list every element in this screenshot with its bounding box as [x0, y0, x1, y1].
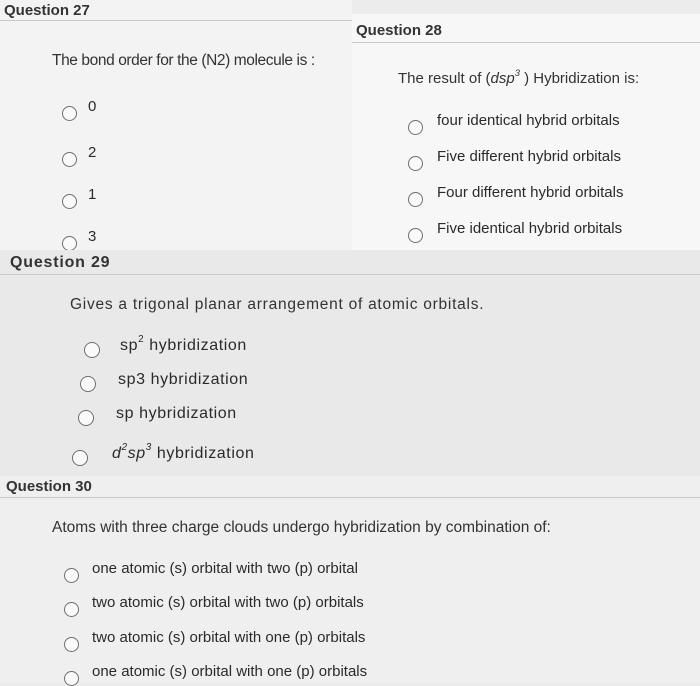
q28-option-five-identical-label: Five identical hybrid orbitals	[437, 220, 623, 237]
q29-option-sp2-radio[interactable]	[84, 342, 100, 358]
q29-option-sp2-label	[120, 334, 247, 355]
q27-option-0-radio[interactable]	[62, 106, 77, 121]
question-29-prompt: Gives a trigonal planar arrangement of atomic orbitals.	[70, 296, 485, 313]
q29-opt4-sup2: 3	[145, 442, 152, 454]
q29-option-sp-radio[interactable]	[78, 410, 94, 426]
q29-opt4-sup1: 2	[121, 442, 128, 454]
q27-option-0[interactable]	[62, 92, 96, 121]
q30-option-1s-1p[interactable]	[64, 657, 367, 686]
question-28-title: Question 28	[356, 22, 442, 39]
q27-option-2-radio[interactable]	[62, 152, 77, 167]
q30-option-2s-2p-radio[interactable]	[64, 602, 79, 617]
q30-option-1s-2p-radio[interactable]	[64, 568, 79, 583]
q30-option-1s-1p-label: one atomic (s) orbital with one (p) orbitals	[92, 663, 368, 680]
question-27-divider	[0, 20, 352, 21]
q27-option-2[interactable]	[62, 138, 96, 167]
question-28-divider	[352, 42, 700, 43]
q28-option-four-identical-label: four identical hybrid orbitals	[437, 112, 620, 129]
q27-option-3[interactable]	[62, 222, 96, 251]
q29-option-sp3[interactable]	[80, 368, 248, 392]
q27-option-1[interactable]	[62, 180, 96, 209]
q30-option-1s-1p-radio[interactable]	[64, 671, 79, 686]
q29-opt4-rest: hybridization	[151, 445, 255, 462]
question-28-panel	[352, 14, 700, 256]
question-29-divider	[0, 274, 700, 275]
q30-option-2s-1p[interactable]	[64, 623, 365, 652]
q28-option-four-identical-radio[interactable]	[408, 120, 423, 135]
q29-option-d2sp3-radio[interactable]	[72, 450, 88, 466]
q28-prompt-pre: The result of (	[398, 70, 491, 87]
q27-option-3-label: 3	[88, 228, 97, 245]
q30-option-2s-1p-label: two atomic (s) orbital with one (p) orbitals	[92, 629, 366, 646]
q27-option-1-radio[interactable]	[62, 194, 77, 209]
q30-option-2s-1p-radio[interactable]	[64, 637, 79, 652]
q28-option-five-different-label: Five different hybrid orbitals	[437, 148, 621, 165]
question-30-divider	[0, 497, 700, 498]
q28-option-four-different-radio[interactable]	[408, 192, 423, 207]
q28-option-five-identical-radio[interactable]	[408, 228, 423, 243]
q30-option-2s-2p-label: two atomic (s) orbital with two (p) orbitals	[92, 594, 364, 611]
q27-option-0-label: 0	[88, 98, 97, 115]
question-27-panel	[0, 0, 352, 256]
question-27-prompt: The bond order for the (N2) molecule is :	[52, 52, 315, 69]
q27-option-3-radio[interactable]	[62, 236, 77, 251]
q28-option-four-different[interactable]	[408, 178, 623, 207]
question-27-title: Question 27	[4, 2, 90, 19]
q30-option-2s-2p[interactable]	[64, 588, 364, 617]
q27-option-1-label: 1	[88, 186, 97, 203]
q29-option-sp-label: sp hybridization	[116, 405, 237, 422]
question-29-title: Question 29	[10, 254, 111, 271]
q27-option-2-label: 2	[88, 144, 97, 161]
q28-option-four-identical[interactable]	[408, 106, 620, 135]
q29-opt4-sp: sp	[127, 445, 146, 462]
q29-opt4-d: d	[112, 445, 122, 462]
q28-prompt-sup: 3	[514, 67, 520, 78]
q28-prompt-post: ) Hybridization is:	[519, 70, 640, 87]
question-30-panel	[0, 476, 700, 683]
q29-option-sp3-label: sp3 hybridization	[118, 371, 249, 388]
q28-option-five-identical[interactable]	[408, 214, 622, 243]
q29-opt1-sup: 2	[138, 334, 145, 346]
q28-option-four-different-label: Four different hybrid orbitals	[437, 184, 624, 201]
question-30-title: Question 30	[6, 478, 92, 495]
q29-opt1-base: sp	[120, 337, 139, 354]
q29-opt1-rest: hybridization	[144, 337, 247, 354]
q29-option-d2sp3[interactable]	[72, 442, 255, 466]
q29-option-sp[interactable]	[78, 402, 237, 426]
q28-prompt-base: dsp	[490, 70, 515, 87]
q28-option-five-different-radio[interactable]	[408, 156, 423, 171]
q30-option-1s-2p[interactable]	[64, 554, 358, 583]
q28-option-five-different[interactable]	[408, 142, 621, 171]
q30-option-1s-2p-label: one atomic (s) orbital with two (p) orbital	[92, 560, 358, 577]
question-28-prompt	[398, 67, 640, 87]
q29-option-d2sp3-label	[112, 442, 255, 463]
question-29-panel	[0, 250, 700, 476]
q29-option-sp2[interactable]	[84, 334, 247, 358]
question-30-prompt: Atoms with three charge clouds undergo hybridization by combination of:	[52, 519, 551, 536]
q29-option-sp3-radio[interactable]	[80, 376, 96, 392]
